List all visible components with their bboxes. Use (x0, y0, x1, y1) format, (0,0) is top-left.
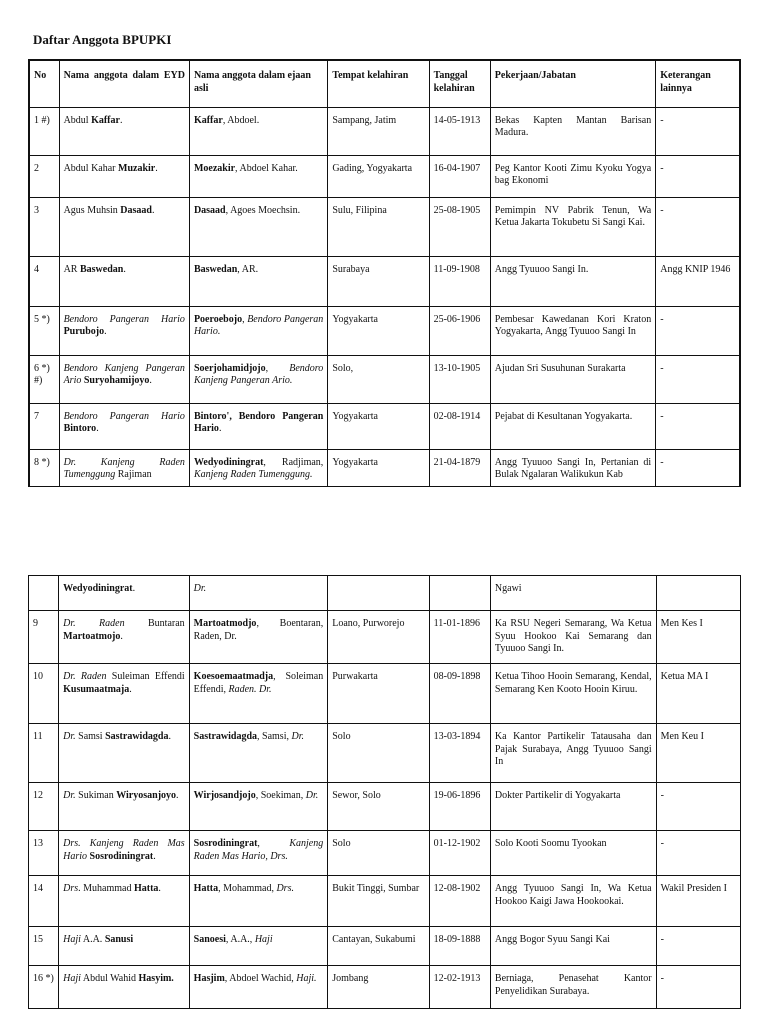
header-no: No (29, 60, 59, 107)
member-name-original (189, 724, 328, 783)
member-name-original-segment: , Mohammad, (218, 883, 277, 894)
member-name-original-segment: Kanjeng Raden Tumenggung. (193, 469, 313, 480)
member-birthplace: Solo (328, 831, 429, 876)
member-no: 6 *) #) (29, 355, 59, 403)
member-name-original (189, 197, 327, 256)
member-name-eyd (59, 724, 190, 783)
member-row (29, 724, 741, 783)
member-no: 4 (29, 256, 59, 306)
member-birthdate (429, 576, 490, 611)
member-name-eyd-segment: Martoatmojo (63, 630, 121, 642)
member-name-eyd (59, 449, 189, 486)
member-birthplace: Sampang, Jatim (328, 107, 429, 155)
member-name-eyd-segment: . (119, 114, 123, 126)
member-name-eyd-segment: AR (63, 263, 80, 275)
member-occupation: Peg Kantor Kooti Zimu Kyoku Yogya bag Ekonomi (490, 155, 655, 197)
member-birthdate: 12-08-1902 (429, 876, 490, 927)
member-row (29, 966, 741, 1009)
member-name-original-segment: , Radjiman, (263, 456, 324, 468)
header-nama-asli: Nama anggota dalam ejaan asli (189, 60, 327, 107)
member-name-original (189, 355, 327, 403)
member-name-eyd-segment: . (155, 162, 158, 174)
member-name-eyd (59, 107, 189, 155)
member-name-original (189, 256, 327, 306)
member-birthdate: 12-02-1913 (429, 966, 490, 1009)
member-birthplace: Yogyakarta (328, 403, 429, 449)
member-row (29, 403, 740, 449)
member-name-eyd-segment: . (120, 630, 123, 642)
member-name-original-segment: , (242, 313, 248, 325)
member-occupation: Ajudan Sri Susuhunan Surakarta (490, 355, 655, 403)
member-occupation: Ngawi (490, 576, 656, 611)
member-name-original-segment: Wedyodiningrat (193, 456, 264, 468)
member-name-original-segment: , Agoes Moechsin. (225, 204, 301, 216)
member-birthplace: Surabaya (328, 256, 429, 306)
member-birthplace: Bukit Tinggi, Sumbar (328, 876, 429, 927)
member-birthdate: 02-08-1914 (429, 403, 490, 449)
member-name-eyd-segment: Hasyim. (138, 973, 174, 984)
member-no: 14 (29, 876, 59, 927)
member-name-eyd-segment: Kusumaatmaja (63, 683, 130, 695)
member-name-eyd-segment: Dr. Raden (63, 618, 149, 629)
member-name-original-segment: , Samsi, (257, 731, 292, 742)
member-name-original-segment: Martoatmodjo (193, 618, 257, 629)
member-name-original-segment: Dr. (291, 731, 304, 742)
member-name-eyd (59, 256, 189, 306)
members-table-part-2 (28, 575, 741, 1009)
member-name-eyd-segment: Haji (63, 934, 81, 945)
header-pekerjaan: Pekerjaan/Jabatan (490, 60, 655, 107)
header-tempat: Tempat kelahiran (328, 60, 429, 107)
member-name-original (189, 107, 327, 155)
member-name-eyd-segment: Sosrodiningrat (89, 850, 154, 862)
member-row (29, 783, 741, 831)
member-birthplace: Sulu, Filipina (328, 197, 429, 256)
member-name-eyd-segment: Rajiman (117, 469, 152, 480)
member-name-original (189, 783, 328, 831)
member-name-eyd-segment: Haji (63, 973, 81, 984)
member-row (29, 664, 741, 724)
member-name-original-segment: Poeroebojo (193, 313, 243, 325)
member-name-eyd-segment: . (129, 683, 132, 695)
member-name-eyd (59, 831, 190, 876)
member-name-original-segment: Dr. (305, 790, 319, 801)
member-occupation: Ketua Tihoo Hooin Semarang, Kendal, Semarang Ken Kooto Hooin Kiruu. (490, 664, 656, 724)
member-name-eyd-segment: Dr. Kanjeng Raden Tumenggung (63, 456, 185, 480)
member-name-eyd-segment: Dr. Raden (63, 671, 112, 682)
member-name-original-segment: . (218, 423, 222, 434)
member-no: 9 (29, 611, 59, 664)
member-name-original-segment: Bendoro Pangeran Hario. (193, 313, 324, 337)
member-birthplace: Cantayan, Sukabumi (328, 927, 429, 966)
member-birthdate: 11-09-1908 (429, 256, 490, 306)
member-name-eyd-segment: Abdul (63, 114, 92, 126)
member-name-eyd-segment: Dr. (63, 731, 79, 742)
member-no: 2 (29, 155, 59, 197)
member-name-eyd-segment: Sanusi (104, 934, 134, 945)
member-birthplace: Loano, Purworejo (328, 611, 429, 664)
member-name-eyd-segment: Wiryosanjoyo (116, 790, 177, 801)
member-name-eyd-segment: A.A. (80, 934, 105, 945)
member-name-original (189, 611, 328, 664)
member-birthdate: 14-05-1913 (429, 107, 490, 155)
member-row (29, 576, 741, 611)
member-occupation: Pembesar Kawedanan Kori Kraton Yogyakarta, Angg Tyuuoo Sangi In (490, 306, 655, 355)
member-name-original (189, 449, 327, 486)
member-birthplace: Yogyakarta (328, 306, 429, 355)
member-name-original (189, 403, 327, 449)
member-name-eyd-segment: Agus Muhsin (63, 204, 121, 216)
member-name-eyd-segment: Baswedan (79, 263, 124, 275)
member-birthdate: 21-04-1879 (429, 449, 490, 486)
member-occupation: Bekas Kapten Mantan Barisan Madura. (490, 107, 655, 155)
member-notes: Angg KNIP 1946 (656, 256, 740, 306)
member-name-eyd-segment: Hatta (133, 883, 159, 894)
member-name-eyd-segment: . (104, 326, 107, 337)
member-birthdate: 19-06-1896 (429, 783, 490, 831)
member-name-original-segment: Wirjosandjojo (193, 790, 256, 801)
member-name-original-segment: Raden. Dr. (228, 683, 272, 695)
member-name-eyd-segment: Bendoro Pangeran Hario (63, 313, 185, 325)
member-name-eyd-segment: Bendoro Pangeran Hario (63, 410, 185, 422)
member-occupation: Solo Kooti Soomu Tyookan (490, 831, 656, 876)
member-notes (656, 576, 740, 611)
member-name-original (189, 306, 327, 355)
member-name-original-segment: Kaffar (193, 114, 223, 126)
member-name-original-segment: , Abdoel Wachid, (224, 973, 297, 984)
member-name-eyd-segment: Suleiman Effendi (111, 671, 185, 682)
member-name-eyd-segment: Drs (63, 883, 79, 894)
member-notes: Wakil Presiden I (656, 876, 740, 927)
member-notes: - (656, 355, 740, 403)
member-notes: Men Kes I (656, 611, 740, 664)
member-name-original-segment: , A.A., (225, 934, 255, 945)
member-name-original (189, 155, 327, 197)
member-name-eyd-segment: . (96, 423, 99, 434)
member-birthdate: 11-01-1896 (429, 611, 490, 664)
member-name-eyd-segment: Buntaran (148, 618, 185, 629)
member-name-eyd-segment: Abdul Kahar (63, 162, 119, 174)
member-row (29, 927, 741, 966)
member-birthdate: 08-09-1898 (429, 664, 490, 724)
member-row (29, 831, 741, 876)
member-name-original-segment: Sanoesi (193, 934, 226, 945)
member-notes: - (656, 403, 740, 449)
member-name-original-segment: , AR. (237, 263, 259, 275)
member-name-eyd-segment: . (123, 263, 126, 275)
member-name-eyd (59, 664, 190, 724)
member-name-eyd-segment: Sastrawidagda (105, 731, 169, 742)
member-name-eyd-segment: Suryohamijoyo (83, 375, 150, 386)
member-name-original-segment: Koesoemaatmadja (193, 671, 274, 682)
member-name-eyd-segment: Sukiman (78, 790, 117, 801)
member-occupation: Angg Tyuuoo Sangi In, Wa Ketua Hookoo Kaigi Jawa Hookookai. (490, 876, 656, 927)
member-name-original-segment: Drs. (276, 883, 294, 894)
member-name-original (189, 576, 328, 611)
member-name-eyd-segment: . (132, 583, 136, 594)
member-no: 11 (29, 724, 59, 783)
members-table-part-1 (28, 59, 741, 487)
member-no: 15 (29, 927, 59, 966)
member-notes: Ketua MA I (656, 664, 740, 724)
member-name-eyd-segment: Kaffar (91, 114, 120, 126)
member-name-eyd (59, 783, 190, 831)
member-no: 1 #) (29, 107, 59, 155)
member-name-eyd-segment: . (153, 850, 156, 862)
member-no: 12 (29, 783, 59, 831)
member-name-original-segment: , (265, 362, 290, 374)
member-name-original-segment: Sastrawidagda (193, 731, 258, 742)
member-notes: - (656, 927, 740, 966)
member-name-original (189, 664, 328, 724)
member-birthplace: Solo (328, 724, 429, 783)
member-name-original-segment: , Abdoel Kahar. (235, 162, 298, 174)
member-notes: Men Keu I (656, 724, 740, 783)
member-name-original-segment: , Boentaran, Raden, Dr. (193, 618, 324, 642)
member-name-eyd (59, 403, 189, 449)
member-row (29, 155, 740, 197)
member-row (29, 449, 740, 486)
member-row (29, 197, 740, 256)
member-row (29, 107, 740, 155)
member-name-original-segment: Hasjim (193, 973, 225, 984)
table-header-row (29, 60, 740, 107)
member-row (29, 306, 740, 355)
member-birthdate: 13-10-1905 (429, 355, 490, 403)
member-notes: - (656, 306, 740, 355)
member-birthdate: 18-09-1888 (429, 927, 490, 966)
member-no: 5 *) (29, 306, 59, 355)
header-keterangan: Keterangan lainnya (656, 60, 740, 107)
member-row (29, 355, 740, 403)
member-birthplace: Gading, Yogyakarta (328, 155, 429, 197)
member-birthdate: 25-08-1905 (429, 197, 490, 256)
member-name-eyd (59, 155, 189, 197)
header-nama-eyd: Nama anggota dalam EYD (59, 60, 189, 107)
member-birthdate: 01-12-1902 (429, 831, 490, 876)
member-name-original-segment: Dr. (193, 583, 207, 594)
member-no: 3 (29, 197, 59, 256)
member-name-eyd-segment: Dr. (63, 790, 79, 801)
member-no: 13 (29, 831, 59, 876)
member-notes: - (656, 831, 740, 876)
member-no: 7 (29, 403, 59, 449)
member-name-eyd (59, 927, 190, 966)
member-name-eyd (59, 576, 190, 611)
member-name-eyd-segment: . (151, 204, 155, 216)
member-name-original (189, 966, 328, 1009)
member-name-eyd-segment: Drs. Kanjeng Raden Mas Hario (63, 838, 185, 862)
member-name-original-segment: , (257, 838, 290, 849)
member-name-original (189, 831, 328, 876)
member-name-eyd-segment: Wedyodiningrat (63, 583, 133, 594)
member-name-eyd (59, 306, 189, 355)
member-name-eyd-segment: . Muhammad (78, 883, 134, 894)
member-notes: - (656, 155, 740, 197)
member-name-eyd-segment: . (168, 731, 171, 742)
member-birthplace: Sewor, Solo (328, 783, 429, 831)
member-name-original-segment: , Soekiman, (255, 790, 306, 801)
member-notes: - (656, 783, 740, 831)
member-notes: - (656, 449, 740, 486)
member-occupation: Angg Tyuuoo Sangi In, Pertanian di Bulak Ngalaran Walikukun Kab (490, 449, 655, 486)
member-birthplace: Yogyakarta (328, 449, 429, 486)
member-name-original-segment: Moezakir (193, 162, 236, 174)
member-name-eyd-segment: . (176, 790, 179, 801)
member-name-original-segment: Hatta (193, 883, 219, 894)
member-occupation: Ka RSU Negeri Semarang, Wa Ketua Syuu Hookoo Kai Semarang dan Tyuuoo Sangi In. (490, 611, 656, 664)
member-row (29, 256, 740, 306)
member-occupation: Ka Kantor Partikelir Tatausaha dan Pajak Surabaya, Angg Tyuuoo Sangi In (490, 724, 656, 783)
member-birthplace: Jombang (328, 966, 429, 1009)
member-birthplace: Purwakarta (328, 664, 429, 724)
member-occupation: Dokter Partikelir di Yogyakarta (490, 783, 656, 831)
member-name-original-segment: , Abdoel. (222, 114, 260, 126)
member-birthdate: 13-03-1894 (429, 724, 490, 783)
member-no: 10 (29, 664, 59, 724)
member-name-original-segment: Bendoro Kanjeng Pangeran Ario. (193, 362, 324, 386)
member-row (29, 611, 741, 664)
member-name-eyd (59, 966, 190, 1009)
member-birthplace: Solo, (328, 355, 429, 403)
member-name-eyd-segment: Samsi (78, 731, 106, 742)
member-birthdate: 25-06-1906 (429, 306, 490, 355)
member-name-original-segment: Bintoro', Bendoro Pangeran Hario (193, 410, 324, 434)
member-no: 16 *) (29, 966, 59, 1009)
member-name-original-segment: Haji. (296, 973, 317, 984)
member-name-eyd (59, 355, 189, 403)
member-notes: - (656, 197, 740, 256)
member-name-eyd-segment: Purubojo (63, 326, 105, 337)
member-name-original (189, 876, 328, 927)
member-name-eyd-segment: Abdul Wahid (80, 973, 139, 984)
member-notes: - (656, 966, 740, 1009)
member-name-original (189, 927, 328, 966)
member-name-eyd-segment: Muzakir (118, 162, 156, 174)
member-notes: - (656, 107, 740, 155)
member-no (29, 576, 59, 611)
member-occupation: Pejabat di Kesultanan Yogyakarta. (490, 403, 655, 449)
member-name-original-segment: Dasaad (193, 204, 226, 216)
member-occupation: Angg Bogor Syuu Sangi Kai (490, 927, 656, 966)
member-no: 8 *) (29, 449, 59, 486)
member-name-eyd (59, 876, 190, 927)
member-birthdate: 16-04-1907 (429, 155, 490, 197)
member-name-eyd-segment: Bintoro (63, 423, 97, 434)
document-title: Daftar Anggota BPUPKI (33, 32, 172, 47)
member-name-original-segment: Haji (254, 934, 273, 945)
member-name-original-segment: , Soleiman Effendi, (193, 671, 324, 695)
member-name-eyd (59, 197, 189, 256)
member-name-original-segment: Sosrodiningrat (193, 838, 258, 849)
member-occupation: Pemimpin NV Pabrik Tenun, Wa Ketua Jakarta Tokubetu Si Sangi Kai. (490, 197, 655, 256)
member-name-eyd-segment: . (149, 375, 152, 386)
member-name-eyd-segment: . (158, 883, 161, 894)
member-occupation: Berniaga, Penasehat Kantor Penyelidikan Surabaya. (490, 966, 656, 1009)
member-name-eyd (59, 611, 190, 664)
member-name-original-segment: Kanjeng Raden Mas Hario, Drs. (193, 838, 324, 862)
member-row (29, 876, 741, 927)
member-name-original-segment: Soerjohamidjojo (193, 362, 266, 374)
header-tanggal: Tanggal kelahiran (429, 60, 490, 107)
member-name-original-segment: Baswedan (193, 263, 238, 275)
member-birthplace (328, 576, 429, 611)
member-name-eyd-segment: Bendoro Kanjeng Pangeran Ario (63, 362, 185, 386)
member-occupation: Angg Tyuuoo Sangi In. (490, 256, 655, 306)
member-name-eyd-segment: Dasaad (120, 204, 152, 216)
